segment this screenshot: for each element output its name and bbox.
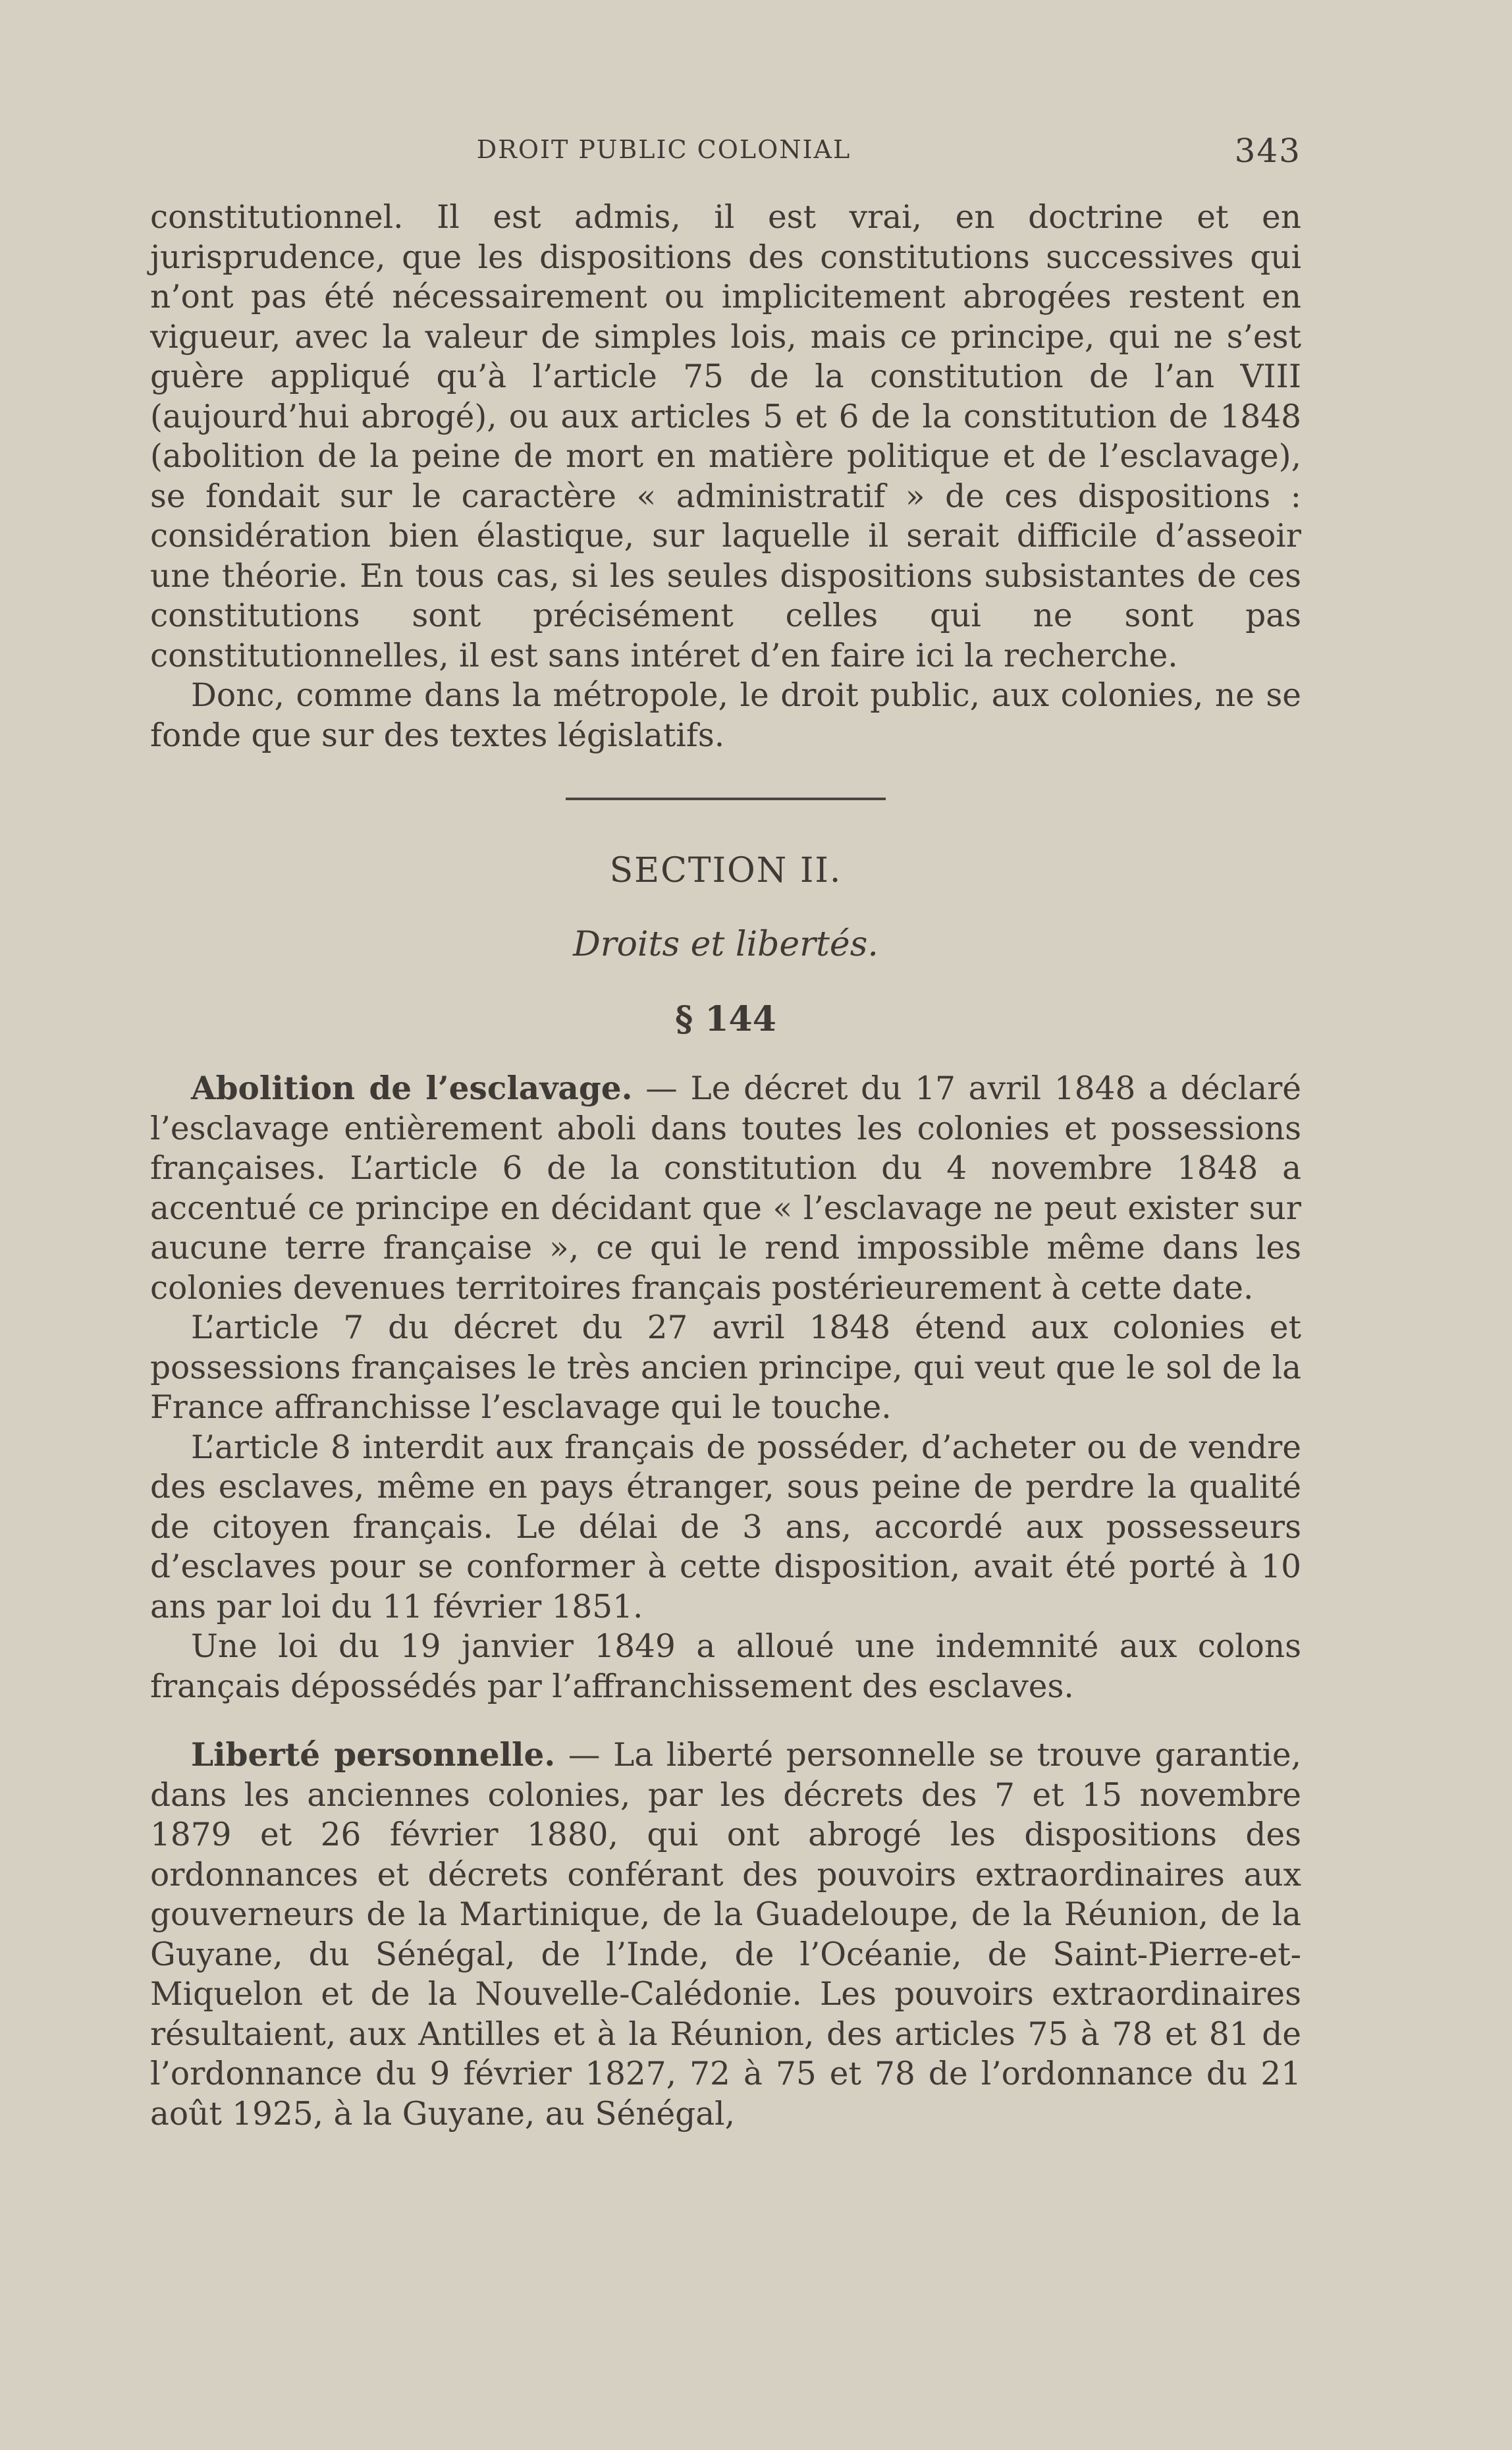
section-subtitle: Droits et libertés. [573,925,878,964]
intro-paragraph-conclusion: Donc, comme dans la métropole, le droit public, aux colonies, ne se fonde que sur des textes législatifs. [150,677,1301,754]
page-number: 343 [1234,132,1301,170]
liberte-block [150,1735,1301,2134]
article-7-paragraph: L’article 7 du décret du 27 avril 1848 étend aux colonies et possessions françaises le très ancien principe, qui veut que le sol de la France affranchisse l’esclavage qui le touche. [150,1309,1301,1426]
running-title: DROIT PUBLIC COLONIAL [476,135,851,164]
paragraph-number: § 144 [675,999,776,1039]
liberte-rubric: Liberté personnelle. [191,1736,556,1774]
abolition-block [150,1069,1301,1706]
intro-paragraph-continued: constitutionnel. Il est admis, il est vrai, en doctrine et en jurisprudence, que les dispositions des constitutions successives qui n’ont pas été nécessairement ou implicitement abrogées restent en vigueur, avec la valeur de simples lois, mais ce principe, qui ne s’est guère appliqué qu’à l’article 75 de la constitution de l’an VIII (aujourd’hui abrogé), ou aux articles 5 et 6 de la constitution de 1848 (abolition de la peine de mort en matière politique et de l’esclavage), se fondait sur le caractère « administratif » de ces dispositions : considération bien élastique, sur laquelle il serait difficile d’asseoir une théorie. En tous cas, si les seules dispositions subsistantes de ces constitutions sont précisément celles qui ne sont pas constitutionnelles, il est sans intéret d’en faire ici la recherche. [150,199,1301,674]
intro-text [150,198,1301,755]
abolition-paragraph [150,1069,1301,1308]
liberte-paragraph [150,1735,1301,2134]
running-header [150,125,1301,171]
abolition-rubric: Abolition de l’esclavage. [191,1070,633,1107]
indemnity-paragraph: Une loi du 19 janvier 1849 a alloué une indemnité aux colons français dépossédés par l’affranchissement des esclaves. [150,1628,1301,1705]
liberte-text: — La liberté personnelle se trouve garantie, dans les anciennes colonies, par les décrets des 7 et 15 novembre 1879 et 26 février 1880, qui ont abrogé les dispositions des ordonnances et décrets conférant des pouvoirs extraordinaires aux gouverneurs de la Martinique, de la Guadeloupe, de la Réunion, de la Guyane, du Sénégal, de l’Inde, de l’Océanie, de Saint-Pierre-et-Miquelon et de la Nouvelle-Calédonie. Les pouvoirs extraordinaires résultaient, aux Antilles et à la Réunion, des articles 75 à 78 et 81 de l’ordonnance du 9 février 1827, 72 à 75 et 78 de l’ordonnance du 21 août 1925, à la Guyane, au Sénégal, [150,1737,1301,2133]
section-title: SECTION II. [609,851,842,890]
article-8-paragraph: L’article 8 interdit aux français de posséder, d’acheter ou de vendre des esclaves, même en pays étranger, sous peine de perdre la qualité de citoyen français. Le délai de 3 ans, accordé aux possesseurs d’esclaves pour se conformer à cette disposition, avait été porté à 10 ans par loi du 11 février 1851. [150,1429,1301,1625]
abolition-text: — Le décret du 17 avril 1848 a déclaré l’esclavage entièrement aboli dans toutes les colonies et possessions françaises. L’article 6 de la constitution du 4 novembre 1848 a accentué ce principe en décidant que « l’esclavage ne peut exister sur aucune terre française », ce qui le rend impossible même dans les colonies devenues territoires français postérieurement à cette date. [150,1070,1301,1307]
book-page [150,125,1301,2134]
section-divider [566,798,886,800]
